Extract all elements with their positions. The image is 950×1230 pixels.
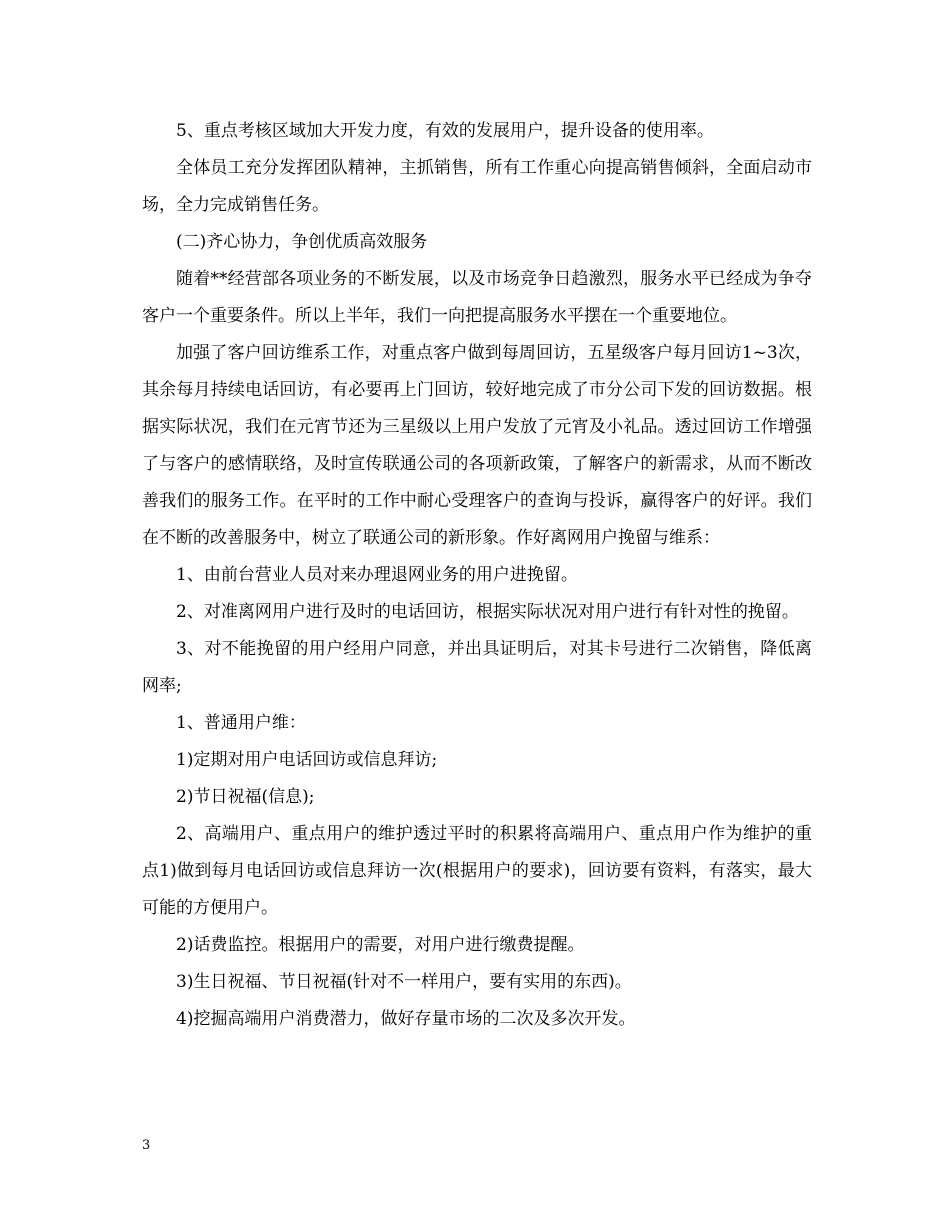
list-subitem-regular-1: 1)定期对用户电话回访或信息拜访;	[176, 750, 438, 770]
document-body	[142, 113, 812, 1038]
list-item-premium-users: 2、高端用户、重点用户的维护透过平时的积累将高端用户、重点用户作为维护的重点1)做到每月电话回访或信息拜访一次(根据用户的要求)，回访要有资料，有落实，最大可能的方便用户。	[142, 824, 812, 918]
list-item-retention-3: 3、对不能挽留的用户经用户同意，并出具证明后，对其卡号进行二次销售，降低离网率;	[142, 639, 812, 696]
list-subitem-regular-2: 2)节日祝福(信息);	[176, 787, 315, 807]
list-item-retention-2: 2、对准离网用户进行及时的电话回访，根据实际状况对用户进行有针对性的挽留。	[176, 602, 799, 622]
list-subitem-premium-3: 3)生日祝福、节日祝福(针对不一样用户，要有实用的东西)。	[176, 972, 632, 992]
list-item-regular-users: 1、普通用户维：	[176, 713, 306, 733]
paragraph-team-spirit: 全体员工充分发挥团队精神，主抓销售，所有工作重心向提高销售倾斜，全面启动市场，全力完成销售任务。	[142, 158, 812, 215]
list-item-retention-1: 1、由前台营业人员对来办理退网业务的用户进挽留。	[176, 565, 578, 585]
list-subitem-premium-2: 2)话费监控。根据用户的需要，对用户进行缴费提醒。	[176, 935, 585, 955]
list-subitem-premium-4: 4)挖掘高端用户消费潜力，做好存量市场的二次及多次开发。	[176, 1009, 636, 1029]
section-heading-service: (二)齐心协力，争创优质高效服务	[176, 232, 428, 252]
paragraph-customer-visits: 加强了客户回访维系工作，对重点客户做到每周回访，五星级客户每月回访1~3次，其余每月持续电话回访，有必要再上门回访，较好地完成了市分公司下发的回访数据。根据实际状况，我们在元宵节还为三星级以上用户发放了元宵及小礼品。透过回访工作增强了与客户的感情联络，及时宣传联通公司的各项新政策，了解客户的新需求，从而不断改善我们的服务工作。在平时的工作中耐心受理客户的查询与投诉，赢得客户的好评。我们在不断的改善服务中，树立了联通公司的新形象。作好离网用户挽留与维系：	[142, 343, 812, 548]
paragraph-service-level: 随着**经营部各项业务的不断发展，以及市场竞争日趋激烈，服务水平已经成为争夺客户一个重要条件。所以上半年，我们一向把提高服务水平摆在一个重要地位。	[142, 269, 812, 326]
page-number: 3	[142, 1138, 151, 1153]
paragraph-sales-item-5: 5、重点考核区域加大开发力度，有效的发展用户，提升设备的使用率。	[176, 121, 714, 141]
